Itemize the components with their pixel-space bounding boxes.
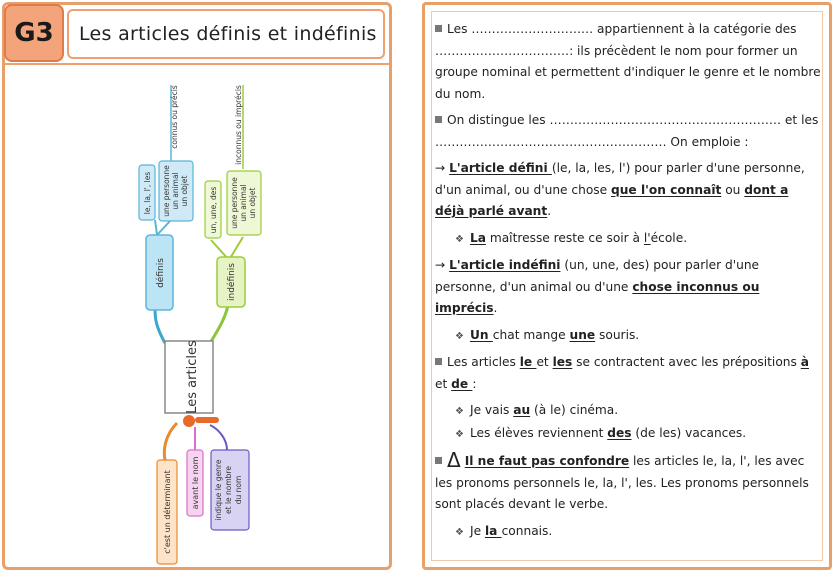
blank-3: ………………………………………………… <box>549 113 782 127</box>
page-title: Les articles définis et indéfinis <box>67 9 385 59</box>
bullet-square-icon <box>435 116 442 123</box>
node-center-label: Les articles <box>185 340 200 414</box>
node-indefinis-note: inconnus ou imprécis <box>234 85 243 165</box>
leaf-indique-3: du nom <box>234 475 243 505</box>
leaf-indique-2: et le nombre <box>224 466 233 514</box>
delta-warning-icon: Δ <box>447 448 461 472</box>
diamond-bullet-icon: ❖ <box>455 330 464 342</box>
node-indefinis-label: indéfinis <box>227 262 237 302</box>
diamond-bullet-icon: ❖ <box>455 526 464 538</box>
node-definis-label: définis <box>156 258 166 288</box>
example-5: ❖ Je la connais. <box>455 523 553 538</box>
node-indefinis-use-1: une personne <box>230 177 239 229</box>
header <box>5 5 389 61</box>
lesson-badge: G3 <box>4 4 64 62</box>
leaf-indique-1: indique le genre <box>214 459 223 521</box>
blank-1: ………………………… <box>471 22 594 36</box>
arrow-icon: → <box>435 258 446 272</box>
bullet-square-icon <box>435 358 442 365</box>
mindmap-panel <box>2 2 392 570</box>
node-definis-use-2: un animal <box>171 172 180 210</box>
paragraph-1: Les ………………………… appartiennent à la catégorie des ……………………………: ils précèdent le nom pour former un groupe nominal et permettent d'indiquer le genre et le nombre du nom. <box>435 22 821 101</box>
node-definis-use-1: une personne <box>162 165 171 217</box>
diamond-bullet-icon: ❖ <box>455 233 464 245</box>
blank-4: ………………………………………………… <box>435 134 667 149</box>
warning-rule: Δ Il ne faut pas confondre les articles le, la, l', les avec les pronoms personnels le, la, l', les. Les pronoms personnels sont placés devant le verbe. <box>435 448 809 511</box>
node-definis-list: le, la, l', les <box>143 171 152 215</box>
leaf-avant: avant le nom <box>191 456 200 510</box>
paragraph-2: On distingue les ………………………………………………… et les ………………………………………………… On emploie : <box>435 113 819 149</box>
definite-article-rule: → L'article défini (le, la, les, l') pour parler d'une personne, d'un animal, ou d'une chose que l'on connaît ou dont a déjà parlé avant. <box>435 161 805 218</box>
bullet-square-icon <box>435 457 442 464</box>
contraction-rule: Les articles le et les se contractent avec les prépositions à et de : <box>435 355 809 391</box>
node-indefinis-list: un, une, des <box>209 186 218 234</box>
example-3: ❖ Je vais au (à le) cinéma. <box>455 403 619 417</box>
diamond-bullet-icon: ❖ <box>455 406 464 417</box>
lesson-panel <box>422 2 832 570</box>
example-1: ❖ La maîtresse reste ce soir à l'école. <box>455 230 688 245</box>
leaf-determinant: c'est un déterminant <box>163 470 172 554</box>
example-2: ❖ Un chat mange une souris. <box>455 327 640 342</box>
blank-2: …………………………… <box>435 43 570 58</box>
diamond-bullet-icon: ❖ <box>455 428 464 440</box>
bullet-square-icon <box>435 25 442 32</box>
node-indefinis-use-2: un animal <box>239 184 248 222</box>
node-indefinis-use-3: un objet <box>248 187 257 219</box>
example-4: ❖ Les élèves reviennent des (de les) vacances. <box>455 425 747 440</box>
indefinite-article-rule: → L'article indéfini (un, une, des) pour parler d'une personne, d'un animal ou d'une chose inconnus ou imprécis. <box>435 258 760 315</box>
pin-icon <box>183 415 195 427</box>
arrow-icon: → <box>435 161 446 175</box>
lesson-content <box>435 19 821 548</box>
node-definis-use-3: un objet <box>180 175 189 207</box>
node-definis-note: connus ou précis <box>170 85 179 149</box>
mind-map <box>5 65 389 570</box>
